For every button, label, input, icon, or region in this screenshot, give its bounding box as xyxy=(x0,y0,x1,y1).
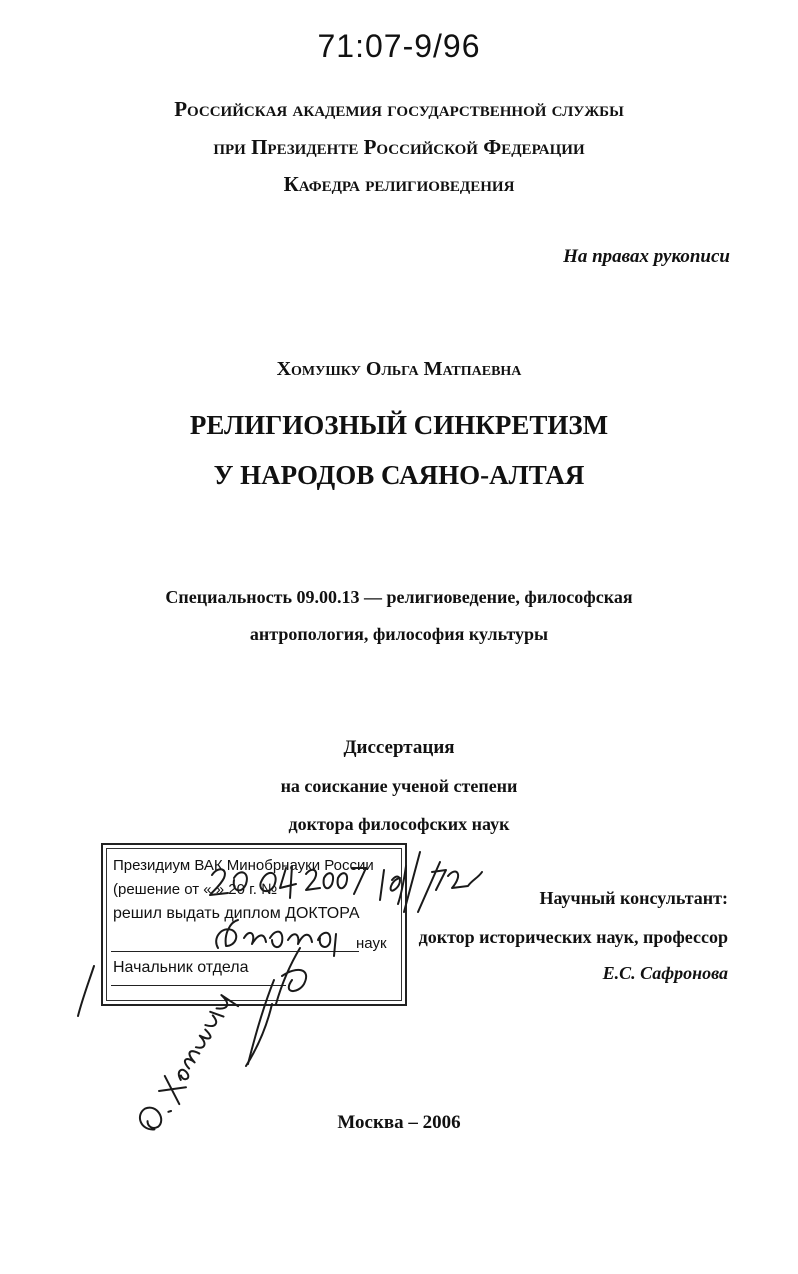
handwritten-year xyxy=(306,868,366,894)
consultant-degree: доктор исторических наук, профессор xyxy=(418,927,728,947)
handwritten-field xyxy=(216,920,336,956)
handwritten-month xyxy=(260,866,296,898)
specialty-line-2: антропология, философия культуры xyxy=(249,624,549,644)
consultant-name: Е.С. Сафронова xyxy=(602,963,728,983)
margin-signature xyxy=(136,988,239,1139)
handwritten-day xyxy=(210,869,247,895)
stamp-line-4: Начальник отдела xyxy=(113,959,249,976)
organization-line-2: при Президенте Российской Федерации xyxy=(213,135,585,159)
author-name: Хомушку Ольга Матпаевна xyxy=(276,358,522,380)
dissertation-heading: Диссертация xyxy=(343,737,455,758)
specialty-line-1: Специальность 09.00.13 — религиоведение, философская xyxy=(165,587,633,607)
title-line-1: РЕЛИГИОЗНЫЙ СИНКРЕТИЗМ xyxy=(189,410,609,440)
manuscript-note: На правах рукописи xyxy=(563,246,730,267)
consultant-label: Научный консультант: xyxy=(539,888,728,908)
archive-code: 71:07-9/96 xyxy=(317,28,481,64)
stamp-line-2: (решение от « » 20 г. № xyxy=(113,881,278,898)
dissertation-degree-line: на соискание ученой степени xyxy=(280,776,518,796)
department-name: Кафедра религиоведения xyxy=(283,172,515,196)
dissertation-field-line: доктора философских наук xyxy=(288,814,510,834)
stamp-signature xyxy=(246,948,306,1066)
stamp-line-3: решил выдать диплом ДОКТОРА xyxy=(113,905,360,922)
city-year: Москва – 2006 xyxy=(337,1112,461,1133)
title-line-2: У НАРОДОВ САЯНО-АЛТАЯ xyxy=(213,460,585,490)
stamp-line-1: Президиум ВАК Минобрнауки России xyxy=(113,857,374,874)
organization-line-1: Российская академия государственной службы xyxy=(174,97,624,121)
margin-mark xyxy=(78,966,94,1016)
margin-signature-text: О. Хомушку xyxy=(0,0,6,1)
stamp-nauk-label: наук xyxy=(356,935,387,952)
